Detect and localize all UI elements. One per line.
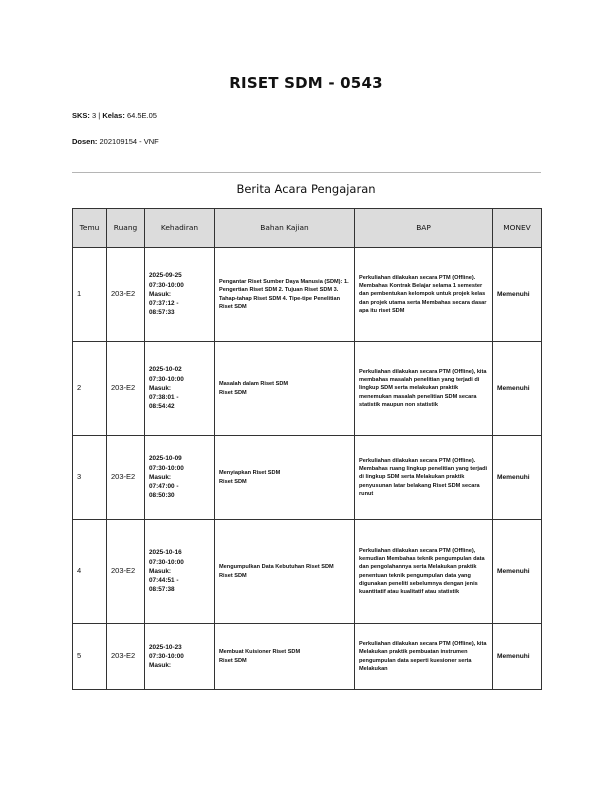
cell-bahan-kajian xyxy=(215,624,355,690)
attendance-slot: 07:30-10:00 xyxy=(149,558,184,566)
topic-course: Riset SDM xyxy=(219,657,247,664)
attendance-label: Masuk: xyxy=(149,567,172,575)
attendance-out: 08:54:42 xyxy=(149,403,175,411)
cell-kehadiran xyxy=(145,624,215,690)
table-row xyxy=(73,342,542,436)
dosen-value: 202109154 - VNF xyxy=(99,137,159,146)
cell-ruang: 203-E2 xyxy=(107,520,145,624)
attendance-out: 08:57:33 xyxy=(149,309,175,317)
col-header-kehadiran: Kehadiran xyxy=(145,209,215,248)
cell-temu: 2 xyxy=(73,342,107,436)
course-info xyxy=(72,111,157,120)
table-row xyxy=(73,436,542,520)
topic-text: Mengumpulkan Data Kebutuhan Riset SDM xyxy=(219,564,334,571)
cell-monev: Memenuhi xyxy=(493,624,542,690)
cell-kehadiran xyxy=(145,520,215,624)
cell-ruang: 203-E2 xyxy=(107,436,145,520)
divider xyxy=(72,172,541,173)
cell-bap: Perkuliahan dilakukan secara PTM (Offline), kemudian Membahas teknik pengumpulan data dan pengolahannya serta Melakukan praktik penentuan teknik pengumpulan data yang digunakan peneliti sebelumnya dengan jenis kuantitatif atau kualitatif atau statistik xyxy=(355,520,493,624)
attendance-date: 2025-10-16 xyxy=(149,549,182,557)
cell-bap: Perkuliahan dilakukan secara PTM (Offline), kita membahas masalah penelitian yang terjadi di lingkup SDM serta melakukan praktik menemukan masalah penelitian SDM secara statistik maupun non statistik xyxy=(355,342,493,436)
attendance-out: 08:57:38 xyxy=(149,586,175,594)
page-title: RISET SDM - 0543 xyxy=(229,74,383,92)
col-header-bap: BAP xyxy=(355,209,493,248)
attendance-slot: 07:30-10:00 xyxy=(149,375,184,383)
sks-label: SKS: xyxy=(72,111,90,120)
cell-monev: Memenuhi xyxy=(493,520,542,624)
attendance-in: 07:37:12 - xyxy=(149,300,179,308)
cell-ruang: 203-E2 xyxy=(107,248,145,342)
col-header-bahan-kajian: Bahan Kajian xyxy=(215,209,355,248)
cell-bahan-kajian xyxy=(215,436,355,520)
topic-course: Riset SDM xyxy=(219,389,247,396)
topic-course: Riset SDM xyxy=(219,303,247,310)
cell-bap: Perkuliahan dilakukan secara PTM (Offline), kita Melakukan praktik pembuatan instrumen pengumpulan data seperti kuesioner serta Melakukan xyxy=(355,624,493,690)
cell-kehadiran xyxy=(145,342,215,436)
attendance-label: Masuk: xyxy=(149,662,172,670)
table-row xyxy=(73,248,542,342)
attendance-label: Masuk: xyxy=(149,473,172,481)
cell-bahan-kajian xyxy=(215,520,355,624)
cell-bap: Perkuliahan dilakukan secara PTM (Offline). Membahas Kontrak Belajar selama 1 semester dan pembentukan kelompok untuk projek kelas dan projek utama serta Membahas secara dasar apa itu riset SDM xyxy=(355,248,493,342)
attendance-date: 2025-10-09 xyxy=(149,455,182,463)
topic-text: Menyiapkan Riset SDM xyxy=(219,470,281,477)
attendance-slot: 07:30-10:00 xyxy=(149,464,184,472)
section-title: Berita Acara Pengajaran xyxy=(236,182,376,196)
dosen-label: Dosen: xyxy=(72,137,98,146)
cell-temu: 3 xyxy=(73,436,107,520)
attendance-label: Masuk: xyxy=(149,384,172,392)
kelas-label: Kelas: xyxy=(102,111,125,120)
cell-bahan-kajian xyxy=(215,342,355,436)
cell-bap: Perkuliahan dilakukan secara PTM (Offline). Membahas ruang lingkup penelitian yang terjadi di lingkup SDM serta Melakukan praktik penyusunan latar belakang Riset SDM secara runut xyxy=(355,436,493,520)
sks-value: 3 xyxy=(92,111,97,120)
attendance-out: 08:50:30 xyxy=(149,492,175,500)
cell-monev: Memenuhi xyxy=(493,342,542,436)
table-row xyxy=(73,520,542,624)
attendance-label: Masuk: xyxy=(149,290,172,298)
attendance-in: 07:47:00 - xyxy=(149,483,179,491)
col-header-monev: MONEV xyxy=(493,209,542,248)
topic-text: Masalah dalam Riset SDM xyxy=(219,381,289,388)
cell-monev: Memenuhi xyxy=(493,248,542,342)
cell-bahan-kajian xyxy=(215,248,355,342)
topic-text: Membuat Kuisioner Riset SDM xyxy=(219,649,301,656)
cell-ruang: 203-E2 xyxy=(107,624,145,690)
col-header-temu: Temu xyxy=(73,209,107,248)
cell-temu: 5 xyxy=(73,624,107,690)
attendance-slot: 07:30-10:00 xyxy=(149,652,184,660)
kelas-value: 64.5E.05 xyxy=(126,111,157,120)
topic-course: Riset SDM xyxy=(219,572,247,579)
cell-temu: 4 xyxy=(73,520,107,624)
topic-course: Riset SDM xyxy=(219,478,247,485)
cell-kehadiran xyxy=(145,436,215,520)
separator: | xyxy=(98,111,101,120)
cell-kehadiran xyxy=(145,248,215,342)
attendance-date: 2025-10-02 xyxy=(149,366,182,374)
attendance-slot: 07:30-10:00 xyxy=(149,281,184,289)
attendance-in: 07:44:51 - xyxy=(149,577,179,585)
attendance-date: 2025-10-23 xyxy=(149,643,182,651)
cell-temu: 1 xyxy=(73,248,107,342)
attendance-in: 07:38:01 - xyxy=(149,394,179,402)
teaching-record-table xyxy=(72,208,542,690)
cell-ruang: 203-E2 xyxy=(107,342,145,436)
table-row xyxy=(73,624,542,690)
cell-monev: Memenuhi xyxy=(493,436,542,520)
col-header-ruang: Ruang xyxy=(107,209,145,248)
lecturer-info xyxy=(72,137,159,146)
topic-text: Pengantar Riset Sumber Daya Manusia (SDM): 1. Pengertian Riset SDM 2. Tujuan Riset SDM 3. Tahap-tahap Riset SDM 4. Tipe-tipe Penelitian xyxy=(219,279,349,302)
table-header-row xyxy=(73,209,542,248)
attendance-date: 2025-09-25 xyxy=(149,272,182,280)
